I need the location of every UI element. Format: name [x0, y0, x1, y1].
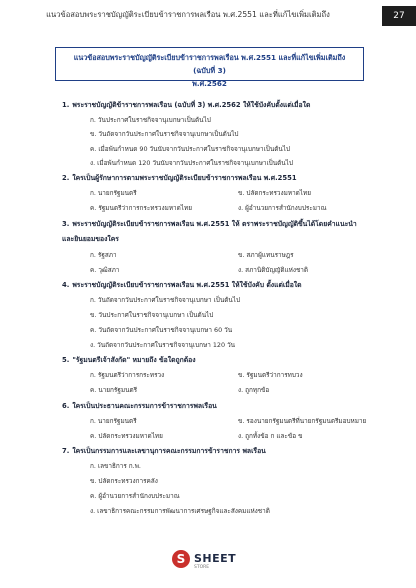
- question-text-continued: และยินยอมของใคร: [62, 235, 119, 243]
- question-number: 7.: [62, 447, 70, 455]
- question-text: "รัฐมนตรีเจ้าสังกัด" หมายถึง ข้อใดถูกต้อง: [72, 356, 196, 364]
- option-2a: ก. นายกรัฐมนตรี: [90, 189, 137, 197]
- page-number-badge: 27: [382, 6, 416, 26]
- option-4d: ง. วันถัดจากวันประกาศในราชกิจจานุเบกษา 120 วัน: [90, 341, 236, 349]
- option-6b: ข. รองนายกรัฐมนตรีที่นายกรัฐมนตรีมอบหมาย: [238, 417, 367, 425]
- logo-subtext: STORE: [194, 565, 210, 570]
- option-5c: ค. นายกรัฐมนตรี: [90, 386, 138, 394]
- question-3-continued: [62, 235, 382, 244]
- option-3b: ข. สภาผู้แทนราษฎร: [238, 251, 294, 259]
- question-text: พระราชบัญญัติระเบียบข้าราชการพลเรือน พ.ศ.2551 ให้ใช้บังคับ ตั้งแต่เมื่อใด: [72, 281, 302, 289]
- option-2c: ค. รัฐมนตรีว่าการกระทรวงมหาดไทย: [90, 204, 192, 212]
- question-number: 1.: [62, 101, 70, 109]
- option-1b: ข. วันถัดจากวันประกาศในราชกิจจานุเบกษาเป็นต้นไป: [90, 130, 239, 138]
- header-title: แนวข้อสอบพระราชบัญญัติระเบียบข้าราชการพลเรือน พ.ศ.2551 และที่แก้ไขเพิ่มเติมถึง: [46, 10, 330, 19]
- question-number: 4.: [62, 281, 70, 289]
- question-2: [62, 174, 382, 183]
- option-5a: ก. รัฐมนตรีว่าการกระทรวง: [90, 371, 165, 379]
- question-number: 5.: [62, 356, 70, 364]
- page-header: [0, 0, 416, 32]
- option-2d: ง. ผู้อำนวยการสำนักงบประมาณ: [238, 204, 327, 212]
- option-7b: ข. ปลัดกระทรวงการคลัง: [90, 477, 158, 485]
- option-7d: ง. เลขาธิการคณะกรรมการพัฒนาการเศรษฐกิจและสังคมแห่งชาติ: [90, 507, 270, 515]
- question-text: ใครเป็นประธานคณะกรรมการข้าราชการพลเรือน: [72, 402, 217, 410]
- question-number: 2.: [62, 174, 70, 182]
- option-4c: ค. วันถัดจากวันประกาศในราชกิจจานุเบกษา 60 วัน: [90, 326, 233, 334]
- option-7a: ก. เลขาธิการ ก.พ.: [90, 462, 141, 470]
- option-7c: ค. ผู้อำนวยการสำนักงบประมาณ: [90, 492, 180, 500]
- option-3d: ง. สภานิติบัญญัติแห่งชาติ: [238, 266, 309, 274]
- option-6d: ง. ถูกทั้งข้อ ก และข้อ ข: [238, 432, 303, 440]
- question-text: ใครเป็นผู้รักษาการตามพระราชบัญญัติระเบียบข้าราชการพลเรือน พ.ศ.2551: [72, 174, 297, 182]
- question-number: 6.: [62, 402, 70, 410]
- logo-text: SHEET: [194, 552, 237, 565]
- question-5: [62, 356, 382, 365]
- option-5d: ง. ถูกทุกข้อ: [238, 386, 270, 394]
- question-1: [62, 101, 382, 110]
- question-4: [62, 281, 382, 290]
- option-6c: ค. ปลัดกระทรวงมหาดไทย: [90, 432, 163, 440]
- question-text: พระราชบัญญัติข้าราชการพลเรือน (ฉบับที่ 3) พ.ศ.2562 ให้ใช้บังคับตั้งแต่เมื่อใด: [72, 101, 311, 109]
- option-1a: ก. วันประกาศในราชกิจจานุเบกษาเป็นต้นไป: [90, 116, 211, 124]
- question-number: 3.: [62, 220, 70, 228]
- option-3a: ก. รัฐสภา: [90, 251, 117, 259]
- option-1d: ง. เมื่อพ้นกำหนด 120 วันนับจากวันประกาศในราชกิจจานุเบกษาเป็นต้นไป: [90, 159, 293, 167]
- question-text: พระราชบัญญัติระเบียบข้าราชการพลเรือน พ.ศ.2551 ให้ ตราพระราชบัญญัติขึ้นได้โดยคำแนะนำ: [72, 220, 357, 228]
- option-4a: ก. วันถัดจากวันประกาศในราชกิจจานุเบกษา เป็นต้นไป: [90, 296, 241, 304]
- title-line-2: พ.ศ.2562: [192, 79, 227, 88]
- option-1c: ค. เมื่อพ้นกำหนด 90 วันนับจากวันประกาศในราชกิจจานุเบกษาเป็นต้นไป: [90, 145, 290, 153]
- question-6: [62, 402, 382, 411]
- option-4b: ข. วันประกาศในราชกิจจานุเบกษา เป็นต้นไป: [90, 311, 214, 319]
- option-6a: ก. นายกรัฐมนตรี: [90, 417, 137, 425]
- option-5b: ข. รัฐมนตรีว่าการทบวง: [238, 371, 303, 379]
- option-3c: ค. วุฒิสภา: [90, 266, 120, 274]
- question-text: ใครเป็นกรรมการและเลขานุการคณะกรรมการข้าราชการ พลเรือน: [72, 447, 266, 455]
- question-7: [62, 447, 382, 456]
- question-3: [62, 220, 382, 229]
- title-line-1: แนวข้อสอบพระราชบัญญัติระเบียบข้าราชการพลเรือน พ.ศ.2551 และที่แก้ไขเพิ่มเติมถึง (ฉบับที่ 3): [73, 53, 346, 75]
- option-2b: ข. ปลัดกระทรวงมหาดไทย: [238, 189, 311, 197]
- logo-mark-icon: S: [172, 550, 190, 568]
- sheet-store-logo: [172, 548, 244, 572]
- document-title-box: [55, 47, 364, 88]
